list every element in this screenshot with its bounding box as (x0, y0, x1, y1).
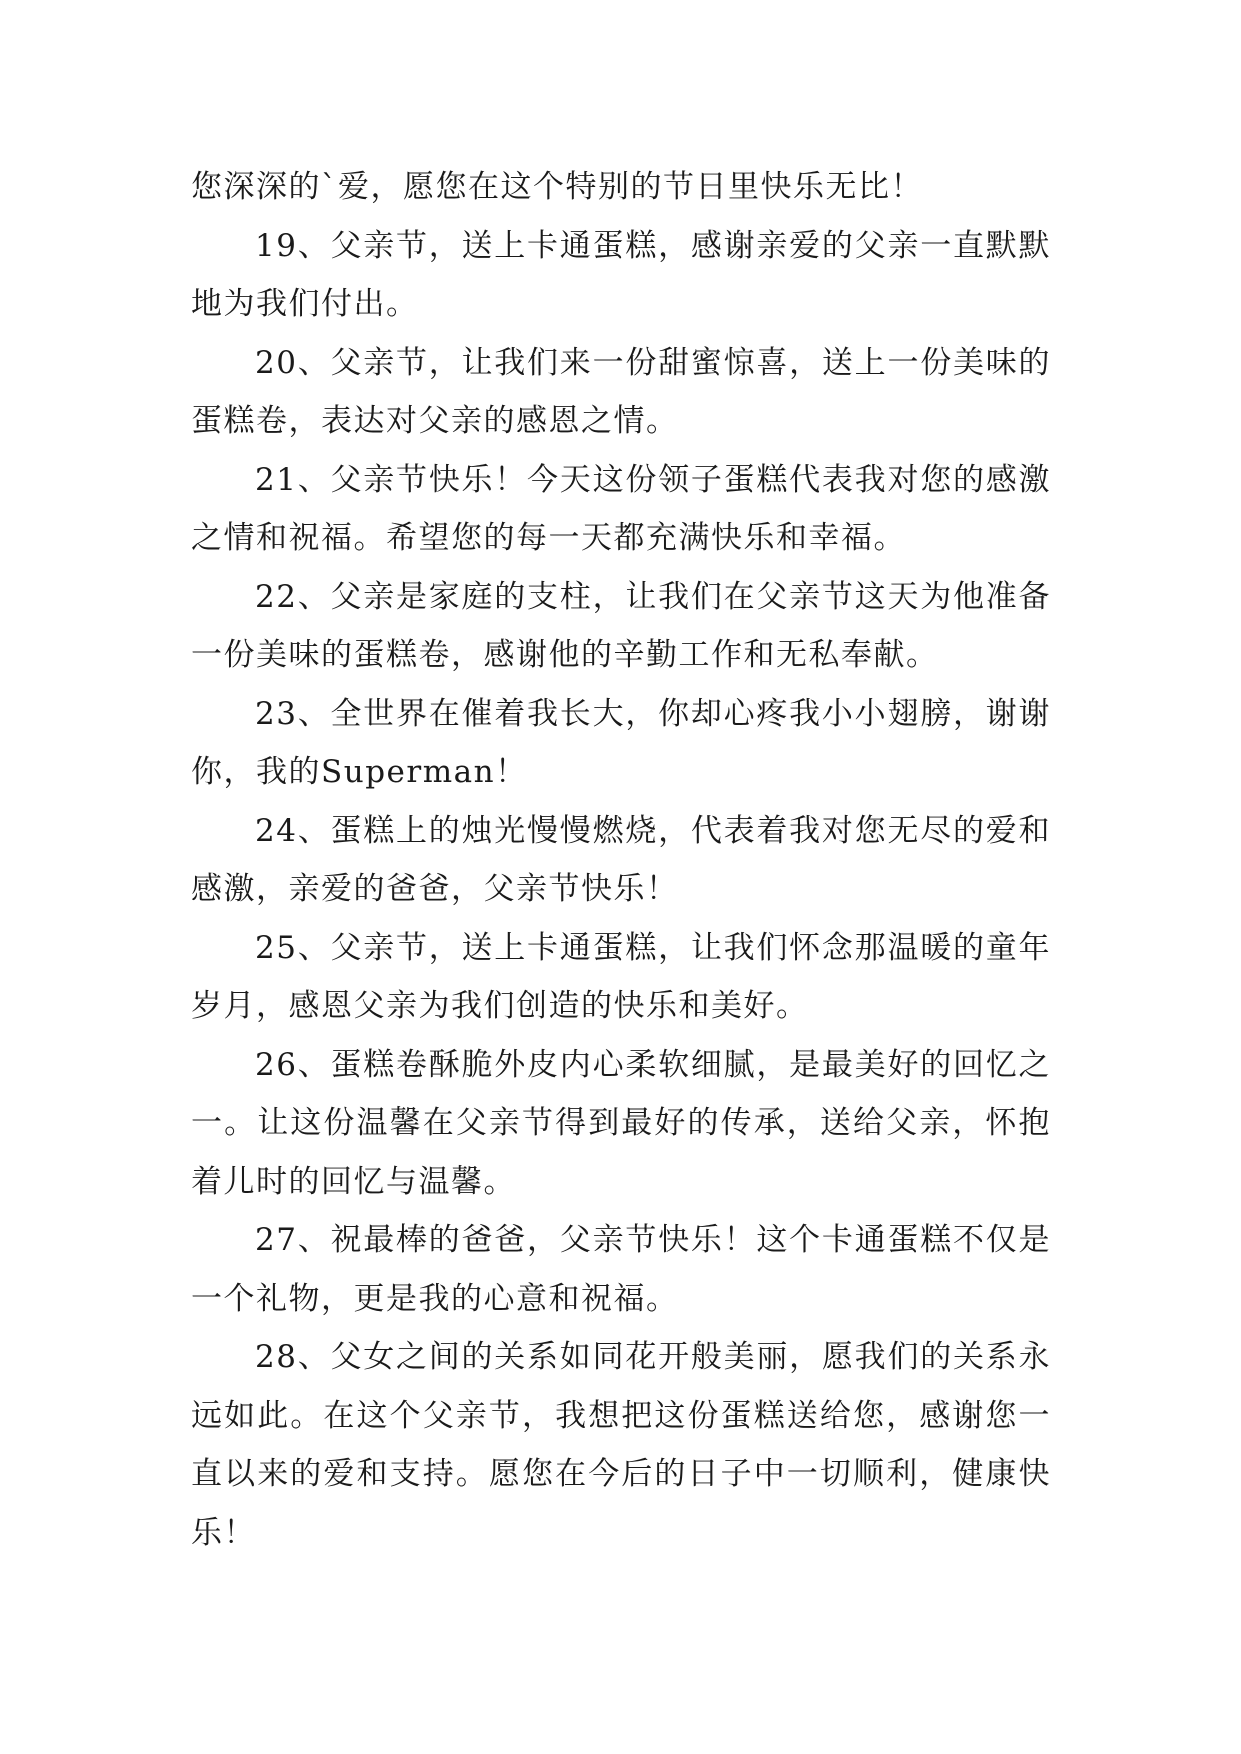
paragraph-item-22: 22、父亲是家庭的支柱，让我们在父亲节这天为他准备一份美味的蛋糕卷，感谢他的辛勤工作和无私奉献。 (191, 578, 1051, 673)
paragraph-item-25: 25、父亲节，送上卡通蛋糕，让我们怀念那温暖的童年岁月，感恩父亲为我们创造的快乐和美好。 (191, 929, 1051, 1024)
document-body (191, 158, 1051, 1562)
paragraph-item-26: 26、蛋糕卷酥脆外皮内心柔软细腻，是最美好的回忆之一。让这份温馨在父亲节得到最好的传承，送给父亲，怀抱着儿时的回忆与温馨。 (191, 1046, 1051, 1200)
paragraph-item-19: 19、父亲节，送上卡通蛋糕，感谢亲爱的父亲一直默默地为我们付出。 (191, 227, 1051, 322)
paragraph-item-27: 27、祝最棒的爸爸，父亲节快乐！这个卡通蛋糕不仅是一个礼物，更是我的心意和祝福。 (191, 1222, 1051, 1317)
paragraph-item-24: 24、蛋糕上的烛光慢慢燃烧，代表着我对您无尽的爱和感激，亲爱的爸爸，父亲节快乐！ (191, 812, 1051, 907)
paragraph-item-20: 20、父亲节，让我们来一份甜蜜惊喜，送上一份美味的蛋糕卷，表达对父亲的感恩之情。 (191, 344, 1051, 439)
paragraph-item-21: 21、父亲节快乐！今天这份领子蛋糕代表我对您的感激之情和祝福。希望您的每一天都充满快乐和幸福。 (191, 461, 1051, 556)
paragraph-item-23: 23、全世界在催着我长大，你却心疼我小小翅膀，谢谢你，我的Superman！ (191, 695, 1051, 790)
paragraph-item-28: 28、父女之间的关系如同花开般美丽，愿我们的关系永远如此。在这个父亲节，我想把这份蛋糕送给您，感谢您一直以来的爱和支持。愿您在今后的日子中一切顺利，健康快乐！ (191, 1339, 1051, 1551)
paragraph-continuation: 您深深的`爱，愿您在这个特别的节日里快乐无比！ (191, 169, 923, 205)
